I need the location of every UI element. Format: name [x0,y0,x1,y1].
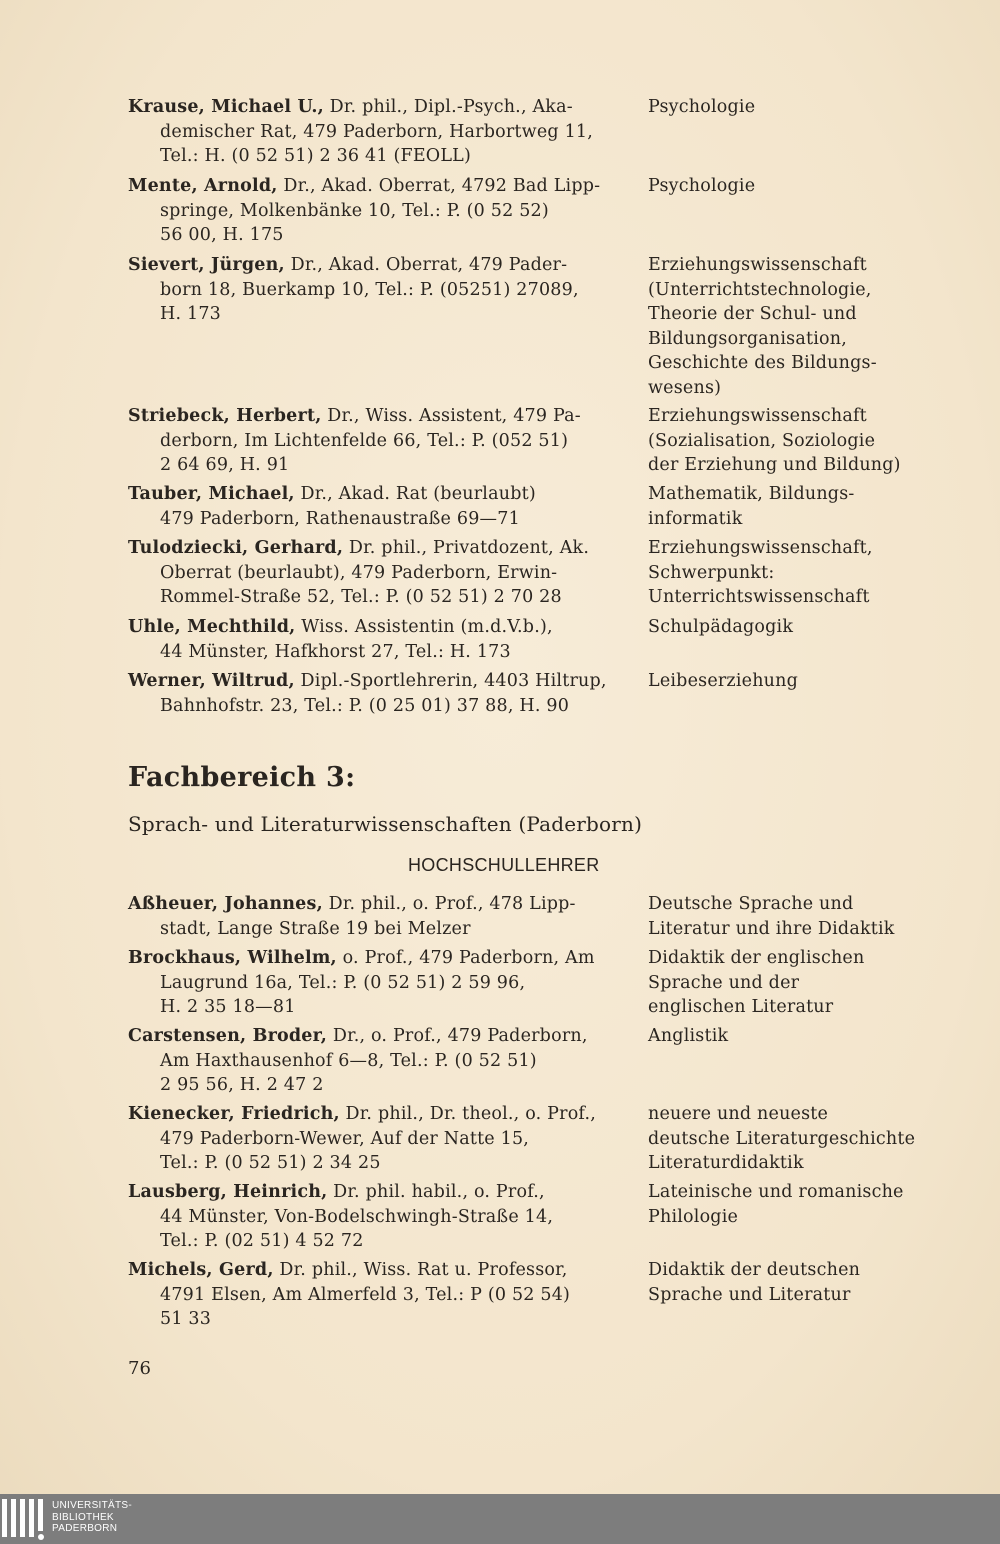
entry-address [128,669,618,718]
library-logo-icon [2,1499,46,1539]
entry-subject [648,1180,993,1229]
entry-details: Dr., Wiss. Assistent, 479 Pa- [321,406,581,426]
entry-name: Lausberg, Heinrich, [128,1182,328,1202]
entry-line: 44 Münster, Hafkhorst 27, Tel.: H. 173 [160,641,511,662]
library-name-line: PADERBORN [52,1523,118,1534]
entry-subject [648,615,993,640]
subject-line: Philologie [648,1206,739,1227]
entry-tulodziecki [128,536,988,610]
entry-line: Rommel-Straße 52, Tel.: P. (0 52 51) 2 70 28 [160,587,562,607]
entry-line: 479 Paderborn, Rathenaustraße 69—71 [160,508,520,529]
entry-krause [128,95,988,169]
subject-line: wesens) [648,377,722,398]
entry-name: Kienecker, Friedrich, [128,1104,340,1124]
entry-name: Uhle, Mechthild, [128,617,296,637]
subject-line: (Sozialisation, Soziologie [648,430,876,451]
entry-details: Dr. phil., Wiss. Rat u. Professor, [273,1260,568,1280]
entry-line: Tel.: H. (0 52 51) 2 36 41 (FEOLL) [160,146,472,166]
entry-details: Dr., Akad. Oberrat, 479 Pader- [284,255,568,275]
subject-line: deutsche Literaturgeschichte [648,1128,916,1149]
entry-mente [128,174,988,248]
entry-address [128,1258,618,1332]
subject-line: Anglistik [648,1026,729,1046]
subject-line: Erziehungswissenschaft [648,255,867,275]
entry-line: derborn, Im Lichtenfelde 66, Tel.: P. (052 51) [160,430,569,451]
entry-details: Dr., Akad. Oberrat, 4792 Bad Lipp- [277,176,601,196]
subject-line: Schulpädagogik [648,617,794,637]
entry-details: Dr., Akad. Rat (beurlaubt) [294,484,536,504]
subject-line: Literaturdidaktik [648,1153,804,1173]
entry-details: Dr. phil. habil., o. Prof., [327,1182,545,1202]
entry-line: demischer Rat, 479 Paderborn, Harbortweg 11, [160,121,593,142]
entry-name: Werner, Wiltrud, [128,671,295,691]
section-title: Fachbereich 3: [128,762,356,793]
entry-address [128,253,618,327]
entry-details: Dr. phil., Privatdozent, Ak. [343,538,590,558]
entry-subject [648,669,993,694]
entry-sievert [128,253,988,401]
subject-line: Lateinische und romanische [648,1182,904,1202]
entry-subject [648,892,993,941]
section-heading: HOCHSCHULLEHRER [408,855,600,875]
entry-lausberg [128,1180,988,1254]
entry-address [128,1024,618,1098]
entry-name: Sievert, Jürgen, [128,255,285,275]
entry-name: Carstensen, Broder, [128,1026,328,1046]
entry-werner [128,669,988,719]
entry-address [128,1180,618,1254]
entry-subject [648,1258,993,1307]
entry-kienecker [128,1102,988,1176]
subject-line: Schwerpunkt: [648,562,775,583]
subject-line: Leibeserziehung [648,671,799,691]
entry-subject [648,253,993,400]
entry-address [128,1102,618,1176]
subject-line: der Erziehung und Bildung) [648,455,901,475]
entry-name: Mente, Arnold, [128,176,278,196]
entry-details: Dr. phil., Dipl.-Psych., Aka- [323,97,573,117]
subject-line: Geschichte des Bildungs- [648,353,877,373]
section-subtitle: Sprach- und Literaturwissenschaften (Paderborn) [128,812,643,836]
entry-subject [648,95,993,120]
entry-details: Wiss. Assistentin (m.d.V.b.), [295,617,553,637]
entry-line: born 18, Buerkamp 10, Tel.: P. (05251) 27089, [160,279,579,300]
entry-details: Dr., o. Prof., 479 Paderborn, [327,1026,588,1046]
entry-name: Aßheuer, Johannes, [128,894,323,914]
entry-subject [648,404,993,478]
subject-line: englischen Literatur [648,997,834,1017]
entry-subject [648,536,993,610]
subject-line: Sprache und Literatur [648,1284,851,1305]
entry-subject [648,174,993,199]
subject-line: Sprache und der [648,972,800,993]
subject-line: Theorie der Schul- und [648,304,857,324]
entry-line: 51 33 [160,1309,212,1329]
page-number: 76 [128,1358,151,1379]
entry-address [128,174,618,248]
subject-line: Psychologie [648,176,756,196]
entry-line: H. 173 [160,304,221,324]
entry-line: 479 Paderborn-Wewer, Auf der Natte 15, [160,1128,530,1149]
subject-line: (Unterrichtstechnologie, [648,279,872,300]
entry-name: Krause, Michael U., [128,97,324,117]
entry-details: Dr. phil., Dr. theol., o. Prof., [339,1104,597,1124]
entry-details: o. Prof., 479 Paderborn, Am [336,948,595,968]
entry-name: Tauber, Michael, [128,484,295,504]
subject-line: Erziehungswissenschaft [648,406,867,426]
entry-line: 44 Münster, Von-Bodelschwingh-Straße 14, [160,1206,554,1227]
entry-line: 4791 Elsen, Am Almerfeld 3, Tel.: P (0 52 54) [160,1284,571,1305]
entry-uhle [128,615,988,665]
entry-address [128,95,618,169]
entry-address [128,482,618,531]
entry-line: Bahnhofstr. 23, Tel.: P. (0 25 01) 37 88, H. 90 [160,695,570,716]
subject-line: Didaktik der englischen [648,948,865,968]
entry-address [128,615,618,664]
subject-line: Mathematik, Bildungs- [648,484,855,504]
entry-line: 2 95 56, H. 2 47 2 [160,1075,324,1095]
subject-line: Deutsche Sprache und [648,894,854,914]
library-name-line: UNIVERSITÄTS- [52,1500,133,1511]
library-footer [0,1494,1000,1544]
entry-carstensen [128,1024,988,1098]
entry-line: Tel.: P. (0 52 51) 2 34 25 [160,1153,381,1173]
subject-line: Psychologie [648,97,756,117]
entry-address [128,946,618,1020]
entry-address [128,892,618,941]
entry-line: 56 00, H. 175 [160,225,284,245]
entry-details: Dipl.-Sportlehrerin, 4403 Hiltrup, [294,671,607,691]
entry-name: Striebeck, Herbert, [128,406,322,426]
entry-brockhaus [128,946,988,1020]
entry-name: Brockhaus, Wilhelm, [128,948,337,968]
subject-line: Erziehungswissenschaft, [648,538,873,558]
subject-line: Literatur und ihre Didaktik [648,918,895,939]
entry-line: 2 64 69, H. 91 [160,455,290,475]
entry-michels [128,1258,988,1332]
entry-line: Oberrat (beurlaubt), 479 Paderborn, Erwin- [160,562,558,583]
entry-line: Am Haxthausenhof 6—8, Tel.: P. (0 52 51) [160,1050,537,1071]
library-name-line: BIBLIOTHEK [52,1511,114,1523]
library-name [52,1500,132,1535]
subject-line: informatik [648,508,743,529]
entry-address [128,536,618,610]
entry-assheuer [128,892,988,942]
entry-line: springe, Molkenbänke 10, Tel.: P. (0 52 52) [160,200,549,221]
entry-subject [648,1102,993,1176]
entry-tauber [128,482,988,532]
subject-line: Unterrichtswissenschaft [648,587,870,607]
entry-subject [648,1024,993,1049]
entry-details: Dr. phil., o. Prof., 478 Lipp- [322,894,576,914]
subject-line: Bildungsorganisation, [648,328,847,349]
entry-name: Tulodziecki, Gerhard, [128,538,344,558]
entry-line: H. 2 35 18—81 [160,997,296,1017]
entry-line: stadt, Lange Straße 19 bei Melzer [160,918,471,939]
entry-address [128,404,618,478]
entry-subject [648,946,993,1020]
entry-striebeck [128,404,988,478]
entry-subject [648,482,993,531]
entry-line: Laugrund 16a, Tel.: P. (0 52 51) 2 59 96, [160,972,526,993]
subject-line: Didaktik der deutschen [648,1260,861,1280]
entry-line: Tel.: P. (02 51) 4 52 72 [160,1231,364,1251]
subject-line: neuere und neueste [648,1104,829,1124]
entry-name: Michels, Gerd, [128,1260,274,1280]
